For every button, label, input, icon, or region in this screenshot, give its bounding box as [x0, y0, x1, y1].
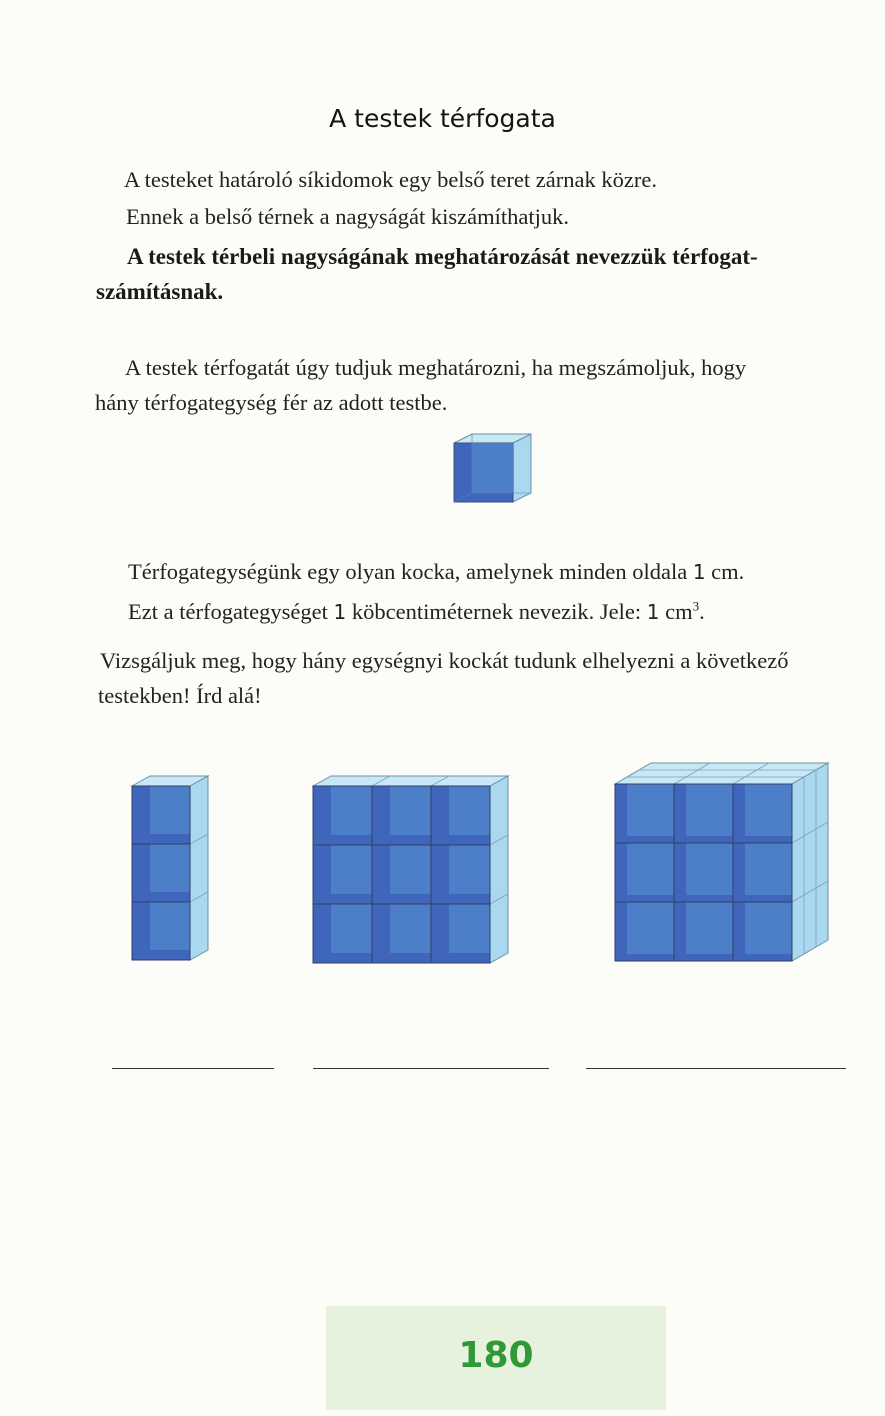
task-line-2: testekben! Írd alá! — [98, 683, 262, 708]
answer-line-3[interactable] — [586, 1068, 846, 1069]
unit-def-text-b: cm. — [705, 559, 745, 584]
unit-def-text-a: Térfogategységünk egy olyan kocka, amelynek minden oldala — [128, 559, 693, 584]
solid-column-top-face — [132, 776, 208, 786]
unit-name-text-a: Ezt a térfogategységet — [128, 599, 334, 624]
definition-line-2: számításnak. — [96, 279, 224, 304]
method-line-2: hány térfogategység fér az adott testbe. — [95, 390, 448, 415]
solid-slab-cube — [313, 845, 372, 904]
intro-line-2: Ennek a belső térnek a nagyságát kiszámíthatjuk. — [126, 204, 569, 229]
solid-cube-cube — [615, 784, 674, 843]
solid-slab-cube — [313, 786, 372, 845]
unit-name-text-b: köbcentiméternek nevezik. Jele: — [346, 599, 647, 624]
solid-slab-cube — [431, 904, 490, 963]
intro-line-1: A testeket határoló síkidomok egy belső teret zárnak közre. — [124, 167, 657, 192]
solid-slab-cube — [431, 845, 490, 904]
unit-symbol-number: 1 — [646, 600, 660, 624]
solid-slab-cube — [372, 845, 431, 904]
solid-slab-cube — [372, 904, 431, 963]
solid-slab-cube — [431, 786, 490, 845]
solid-column-side-face — [190, 776, 208, 960]
solid-cube — [615, 763, 828, 961]
page-number: 180 — [458, 1335, 534, 1376]
solid-cube-cube — [733, 843, 792, 902]
solid-slab-cube — [313, 904, 372, 963]
solid-cube-cube — [674, 843, 733, 902]
solid-cube-cube — [733, 902, 792, 961]
solid-column-cube — [132, 902, 190, 960]
solid-column-cube — [132, 844, 190, 902]
solid-column — [132, 776, 208, 960]
unit-cube — [454, 434, 531, 502]
solid-cube-top-face — [615, 763, 828, 784]
method-line-1: A testek térfogatát úgy tudjuk meghatározni, ha megszámoljuk, hogy — [125, 355, 747, 380]
task-line-1: Vizsgáljuk meg, hogy hány egységnyi kockát tudunk elhelyezni a következő — [100, 648, 789, 673]
solid-cube-cube — [615, 902, 674, 961]
solid-cube-cube — [615, 843, 674, 902]
unit-name-number: 1 — [333, 600, 347, 624]
solid-slab-cube — [372, 786, 431, 845]
solid-cube-cube — [674, 784, 733, 843]
solid-column-cube — [132, 786, 190, 844]
unit-symbol-period: . — [699, 599, 705, 624]
unit-definition-line-1 — [128, 556, 744, 588]
answer-line-1[interactable] — [112, 1068, 274, 1069]
unit-definition-line-2 — [128, 596, 705, 628]
page-number-box — [326, 1306, 666, 1410]
solid-cube-cube — [733, 784, 792, 843]
solid-slab — [313, 776, 508, 963]
definition-line-1: A testek térbeli nagyságának meghatározását nevezzük térfogat- — [127, 244, 758, 269]
solid-cube-cube — [674, 902, 733, 961]
solid-cube-side-face — [792, 763, 828, 961]
unit-symbol-text: cm — [659, 599, 693, 624]
unit-symbol-exponent: 3 — [692, 598, 700, 614]
page-title: A testek térfogata — [329, 104, 556, 133]
solid-slab-top-face — [313, 776, 508, 786]
unit-def-number: 1 — [692, 560, 706, 584]
solid-slab-side-face — [490, 776, 508, 963]
answer-line-2[interactable] — [313, 1068, 549, 1069]
